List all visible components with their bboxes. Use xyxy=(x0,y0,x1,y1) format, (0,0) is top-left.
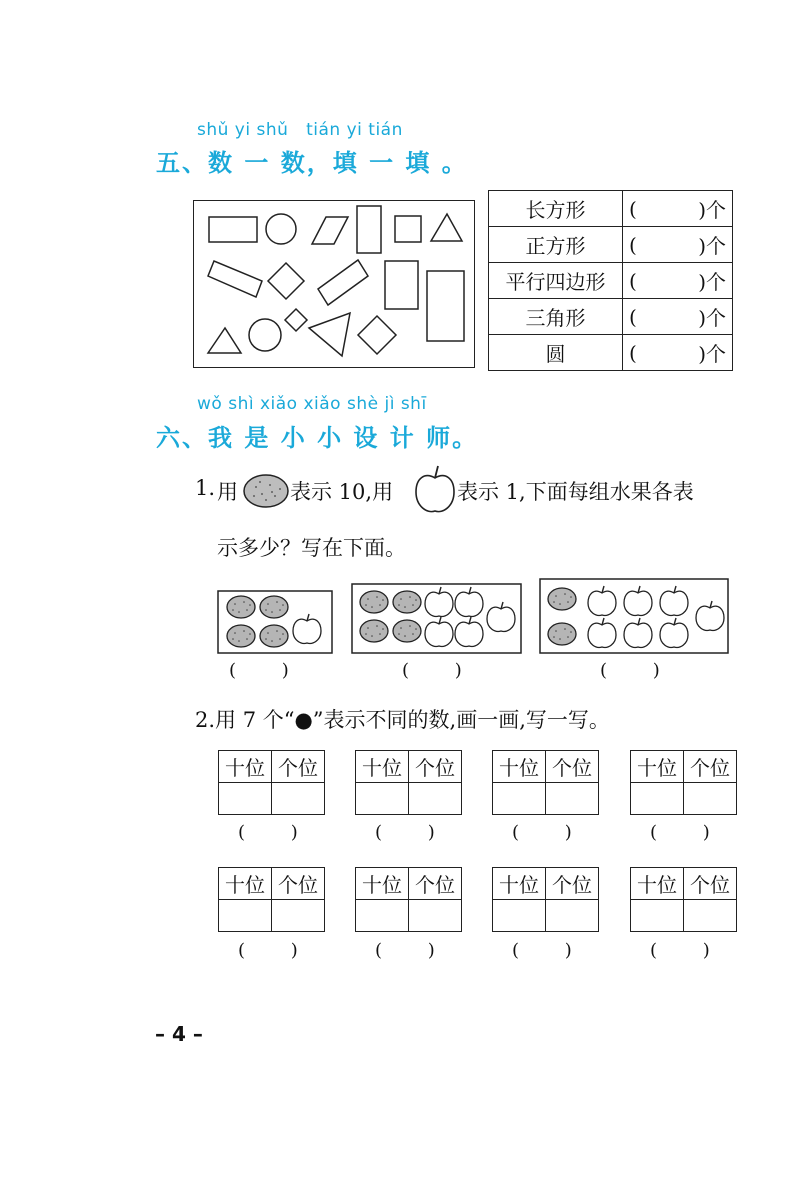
shape-name: 圆 xyxy=(489,335,623,371)
q1-text-a: 用 xyxy=(217,480,238,504)
orange-icon xyxy=(227,596,255,618)
shape-name: 平行四边形 xyxy=(489,263,623,299)
triangle-shape xyxy=(208,328,241,353)
rectangle-shape xyxy=(385,261,418,309)
ones-cell[interactable] xyxy=(272,783,325,815)
answer-paren[interactable]: ( ) xyxy=(512,940,572,961)
tens-cell[interactable] xyxy=(493,900,546,932)
orange-icon xyxy=(548,623,576,645)
q1-text-c: 表示 1,下面每组水果各表 xyxy=(457,480,694,504)
apple-icon xyxy=(425,617,453,646)
ones-header: 个位 xyxy=(684,751,737,783)
square-shape xyxy=(285,309,307,331)
answer-paren[interactable]: ( ) xyxy=(650,822,710,843)
apple-icon xyxy=(624,586,652,615)
apple-icon xyxy=(455,587,483,616)
answer-paren-1[interactable]: ( ) xyxy=(229,660,289,681)
apple-icon xyxy=(696,601,724,630)
close-paren-unit: )个 xyxy=(698,234,726,258)
open-paren: ( xyxy=(629,340,637,365)
open-paren: ( xyxy=(629,268,637,293)
open-paren: ( xyxy=(629,232,637,257)
shape-name: 三角形 xyxy=(489,299,623,335)
apple-icon xyxy=(660,586,688,615)
shape-count-table xyxy=(488,190,733,371)
ones-header: 个位 xyxy=(409,868,462,900)
ones-cell[interactable] xyxy=(272,900,325,932)
shapes-figure xyxy=(193,200,475,368)
apple-icon xyxy=(487,602,515,631)
ones-cell[interactable] xyxy=(546,783,599,815)
tens-cell[interactable] xyxy=(219,900,272,932)
tens-cell[interactable] xyxy=(631,783,684,815)
orange-icon xyxy=(260,625,288,647)
table-row xyxy=(489,335,733,371)
place-value-table xyxy=(218,750,325,815)
tens-header: 十位 xyxy=(631,751,684,783)
close-paren-unit: )个 xyxy=(698,198,726,222)
ones-header: 个位 xyxy=(684,868,737,900)
answer-paren-3[interactable]: ( ) xyxy=(600,660,660,681)
answer-cell[interactable] xyxy=(623,335,733,371)
table-row xyxy=(489,263,733,299)
answer-cell[interactable] xyxy=(623,263,733,299)
place-value-table xyxy=(218,867,325,932)
orange-icon xyxy=(227,625,255,647)
rectangle-shape xyxy=(427,271,464,341)
tens-cell[interactable] xyxy=(631,900,684,932)
apple-icon xyxy=(660,618,688,647)
ones-cell[interactable] xyxy=(684,900,737,932)
ones-header: 个位 xyxy=(272,751,325,783)
circle-shape xyxy=(266,214,296,244)
section6-title: 六、我 是 小 小 设 计 师。 xyxy=(156,424,479,452)
tens-header: 十位 xyxy=(356,868,409,900)
section5-title: 五、数 一 数，填 一 填 。 xyxy=(156,149,468,177)
answer-paren[interactable]: ( ) xyxy=(650,940,710,961)
ones-cell[interactable] xyxy=(409,900,462,932)
table-row xyxy=(489,299,733,335)
orange-icon xyxy=(393,620,421,642)
ones-cell[interactable] xyxy=(546,900,599,932)
tens-header: 十位 xyxy=(493,868,546,900)
orange-icon xyxy=(242,470,290,510)
rectangle-shape xyxy=(208,261,262,297)
answer-cell[interactable] xyxy=(623,227,733,263)
place-value-table xyxy=(630,867,737,932)
answer-cell[interactable] xyxy=(623,299,733,335)
ones-header: 个位 xyxy=(546,751,599,783)
ones-header: 个位 xyxy=(409,751,462,783)
ones-header: 个位 xyxy=(272,868,325,900)
rectangle-shape xyxy=(318,260,368,305)
apple-icon xyxy=(425,587,453,616)
rectangle-shape xyxy=(209,217,257,242)
shape-name: 正方形 xyxy=(489,227,623,263)
rectangle-shape xyxy=(357,206,381,253)
place-value-table xyxy=(630,750,737,815)
ones-header: 个位 xyxy=(546,868,599,900)
close-paren-unit: )个 xyxy=(698,342,726,366)
orange-icon xyxy=(548,588,576,610)
q1-number: 1. xyxy=(195,476,216,500)
place-value-table xyxy=(492,867,599,932)
tens-cell[interactable] xyxy=(356,900,409,932)
tens-cell[interactable] xyxy=(356,783,409,815)
tens-header: 十位 xyxy=(631,868,684,900)
close-paren-unit: )个 xyxy=(698,270,726,294)
orange-icon xyxy=(393,591,421,613)
close-paren-unit: )个 xyxy=(698,306,726,330)
table-row xyxy=(489,227,733,263)
apple-icon xyxy=(455,617,483,646)
table-row xyxy=(489,191,733,227)
section6-pinyin: wǒ shì xiǎo xiǎo shè jì shī xyxy=(197,394,427,414)
page-number: – 4 – xyxy=(155,1022,203,1046)
place-value-table xyxy=(355,750,462,815)
fruit-groups xyxy=(217,577,733,659)
tens-header: 十位 xyxy=(219,868,272,900)
square-shape xyxy=(358,316,396,354)
place-value-table xyxy=(355,867,462,932)
q2-text: 2.用 7 个“●”表示不同的数,画一画,写一写。 xyxy=(195,708,610,732)
circle-shape xyxy=(249,319,281,351)
parallelogram-shape xyxy=(312,217,348,244)
answer-paren[interactable]: ( ) xyxy=(238,940,298,961)
orange-icon xyxy=(260,596,288,618)
shape-name: 长方形 xyxy=(489,191,623,227)
orange-icon xyxy=(360,620,388,642)
q1-text-b: 表示 10,用 xyxy=(290,480,394,504)
apple-icon xyxy=(624,618,652,647)
open-paren: ( xyxy=(629,304,637,329)
apple-icon xyxy=(293,614,321,643)
answer-paren-2[interactable]: ( ) xyxy=(402,660,462,681)
square-shape xyxy=(395,216,421,242)
answer-paren[interactable]: ( ) xyxy=(238,822,298,843)
apple-icon xyxy=(413,464,457,516)
answer-paren[interactable]: ( ) xyxy=(512,822,572,843)
tens-cell[interactable] xyxy=(219,783,272,815)
apple-icon xyxy=(588,586,616,615)
open-paren: ( xyxy=(629,196,637,221)
q1-text-line2: 示多少？写在下面。 xyxy=(217,536,406,560)
triangle-shape xyxy=(431,214,462,241)
tens-header: 十位 xyxy=(219,751,272,783)
place-value-table xyxy=(492,750,599,815)
section5-pinyin: shǔ yi shǔ tián yi tián xyxy=(197,120,403,140)
triangle-shape xyxy=(309,313,350,356)
answer-paren[interactable]: ( ) xyxy=(375,940,435,961)
answer-cell[interactable] xyxy=(623,191,733,227)
tens-header: 十位 xyxy=(493,751,546,783)
orange-icon xyxy=(360,591,388,613)
tens-cell[interactable] xyxy=(493,783,546,815)
apple-icon xyxy=(588,618,616,647)
shapes-drawing xyxy=(194,201,473,366)
tens-header: 十位 xyxy=(356,751,409,783)
square-shape xyxy=(268,263,304,299)
ones-cell[interactable] xyxy=(684,783,737,815)
ones-cell[interactable] xyxy=(409,783,462,815)
answer-paren[interactable]: ( ) xyxy=(375,822,435,843)
